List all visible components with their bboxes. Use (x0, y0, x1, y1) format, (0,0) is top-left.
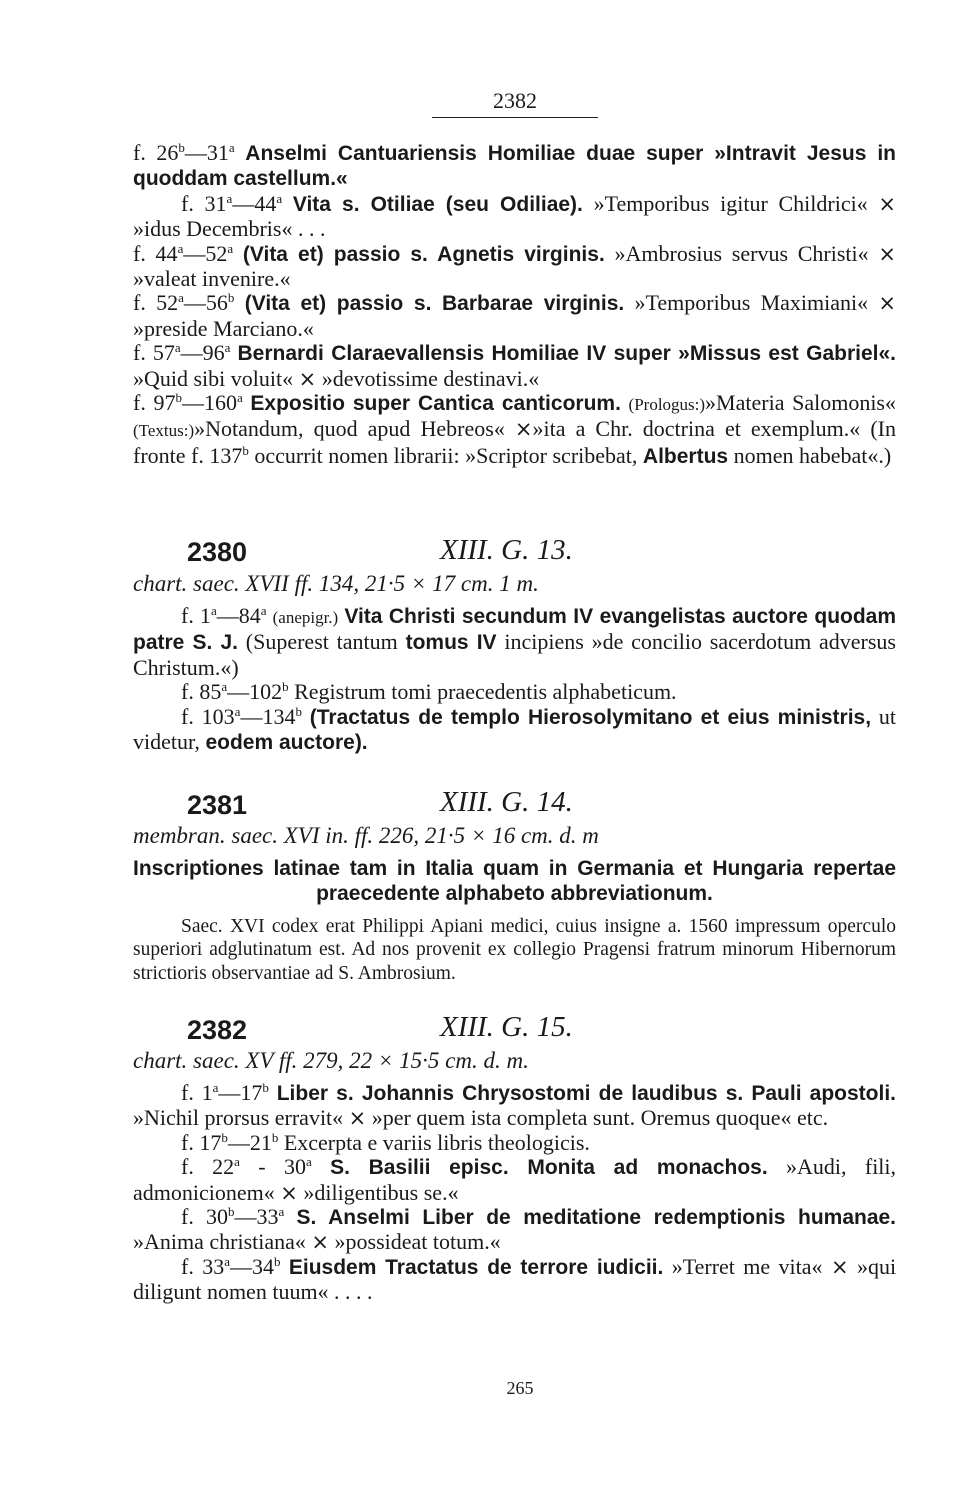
content-item: f. 97$^b$—160$^a$ Expositio super Cantica canticorum. (Prologus:)»Materia Salomonis« (Textus:)»Notandum, quod apud Hebreos« ×»ita a Chr. doctrina et exemplum.« (In fronte f. 137$^b$ occurrit nomen librarii: »Scriptor scribebat, Albertus nomen habebat«.) (133, 390, 896, 468)
content-item: f. 33$^a$—34$^b$ Eiusdem Tractatus de terrore iudicii. »Terret me vita« × »qui diligunt nomen tuum« . . . . (133, 1253, 897, 1305)
manuscript-contents (133, 856, 896, 985)
incipit: »Audi, fili, admonicionem« (133, 1154, 897, 1205)
cross-sign: × (298, 366, 317, 391)
item-title: Liber s. Johannis Chrysostomi de laudibus s. Pauli apostoli. (276, 1082, 897, 1105)
item-title: Eiusdem Tractatus de terrore iudicii. (288, 1255, 664, 1279)
explicit: »valeat invenire.« (133, 266, 291, 292)
textus-label: (Textus:) (133, 421, 195, 441)
incipit: »Anima christiana« (133, 1229, 306, 1255)
shelfmark: XIII. G. 14. (440, 786, 573, 818)
item-title: (Vita et) passio s. Agnetis virginis. (242, 242, 605, 266)
content-item: f. 17$^b$—21$^b$ Excerpta e variis libris theologicis. (181, 1129, 590, 1155)
item-title: S. Basilii episc. Monita ad monachos. (330, 1156, 768, 1180)
content-item: f. 85$^a$—102$^b$ Registrum tomi praecedentis alphabeticum. (181, 679, 677, 705)
physical-description: chart. saec. XV ff. 279, 22 × 15·5 cm. d. m. (133, 1048, 529, 1073)
incipit: »Ambrosius servus Christi« (614, 240, 869, 266)
manuscript-number: 2380 (187, 537, 248, 567)
incipit: »Quid sibi voluit« (133, 365, 294, 391)
continued-contents (133, 141, 896, 469)
content-item: f. 1$^a$—17$^b$ Liber s. Johannis Chrysostomi de laudibus s. Pauli apostoli. »Nichil prorsus erravit« × »per quem ista completa sunt. Oremus quoque« etc. (133, 1080, 897, 1131)
content-item: f. 44$^a$—52$^a$ (Vita et) passio s. Agnetis virginis. »Ambrosius servus Christi« × »valeat invenire.« (133, 240, 896, 292)
page-number: 265 (506, 1378, 534, 1398)
incipit: »Temporibus igitur Childrici« (593, 190, 868, 216)
explicit: »devotissime destinavi.« (321, 365, 540, 391)
incipit: »Terret me vita« (671, 1253, 823, 1279)
cross-sign: × (311, 1230, 330, 1255)
item-title: S. Anselmi Liber de meditatione redemptionis humanae. (296, 1206, 897, 1230)
explicit: »idus Decembris« . . . (133, 216, 326, 242)
prologus-incipit: »Materia Salomonis« (705, 390, 896, 416)
explicit: »ita a Chr. doctrina et exemplum.« (532, 416, 861, 442)
content-item: f. 26$^b$—31$^a$ Anselmi Cantuariensis Homiliae duae super »Intravit Jesus in quoddam castellum.« (133, 140, 896, 191)
manuscript-contents (133, 1081, 896, 1305)
physical-description: membran. saec. XVI in. ff. 226, 21·5 × 16 cm. d. m (133, 823, 599, 848)
cross-sign: × (348, 1106, 367, 1131)
shelfmark: XIII. G. 15. (440, 1011, 573, 1043)
content-item: f. 52$^a$—56$^b$ (Vita et) passio s. Barbarae virginis. »Temporibus Maximiani« × »preside Marciano.« (133, 290, 897, 341)
item-title: Vita Christi secundum IV evangelistas auctore quodam patre S. J. (133, 605, 897, 655)
explicit: »possideat totum.« (334, 1229, 501, 1255)
content-item: f. 103$^a$—134$^b$ (Tractatus de templo Hierosolymitano et eius ministris, ut videtur, eodem auctore). (133, 703, 896, 755)
cross-sign: × (280, 1180, 298, 1205)
item-title: Anselmi Cantuariensis Homiliae duae super »Intravit Jesus in quoddam castellum.« (133, 142, 896, 191)
prologus-label: (Prologus:) (628, 395, 706, 415)
textus-incipit: »Notandum, quod apud Hebreos« (194, 416, 505, 442)
cross-sign: × (514, 417, 533, 442)
content-item (133, 856, 896, 907)
scribe-name: Albertus (642, 444, 729, 468)
item-title: (Vita et) passio s. Barbarae virginis. (244, 292, 625, 316)
explicit: »preside Marciano.« (133, 315, 314, 341)
content-item: f. 31$^a$—44$^a$ Vita s. Otiliae (seu Odiliae). »Temporibus igitur Childrici« × »idus Decembris« . . . (133, 190, 897, 242)
provenance-note: Saec. XVI codex erat Philippi Apiani medici, cuius insigne a. 1560 impressum operculo superiori adglutinatum est. Ad nos provenit ex collegio Pragensi fratrum minorum Hibernorum strictioris observantiae ad S. Ambrosium. (133, 915, 896, 984)
item-title: Bernardi Claraevallensis Homiliae IV super »Missus est Gabriel«. (237, 342, 897, 366)
item-title: Inscriptiones latinae tam in Italia quam in Germania et Hungaria repertae praecedente alphabeto abbreviationum. (133, 857, 896, 906)
content-item: f. 1$^a$—84$^a$ (anepigr.) Vita Christi secundum IV evangelistas auctore quodam patre S. J. (Superest tantum tomus IV incipiens »de concilio sacerdotum adversus Christum.«) (133, 603, 897, 680)
running-head: 2382 (432, 88, 598, 118)
manuscript-contents (133, 604, 896, 755)
cross-sign: × (830, 1254, 849, 1279)
explicit: »qui diligunt nomen tuum« . . . . (133, 1253, 897, 1305)
content-item: f. 30$^b$—33$^a$ S. Anselmi Liber de meditatione redemptionis humanae. »Anima christiana« × »possideat totum.« (133, 1204, 897, 1255)
cross-sign: × (878, 291, 897, 316)
content-item: f. 22$^a$ - 30$^a$ S. Basilii episc. Monita ad monachos. »Audi, fili, admonicionem« × »diligentibus se.« (133, 1154, 897, 1205)
cross-sign: × (878, 241, 896, 266)
physical-description: chart. saec. XVII ff. 134, 21·5 × 17 cm. 1 m. (133, 571, 539, 596)
manuscript-number: 2381 (187, 790, 248, 820)
note: (In fronte f. 137$^b$ occurrit nomen librarii: »Scriptor scribebat, Albertus nomen habebat«.) (133, 416, 896, 468)
cross-sign: × (878, 191, 897, 216)
incipit: »Temporibus Maximiani« (634, 290, 869, 316)
content-item: f. 57$^a$—96$^a$ Bernardi Claraevallensis Homiliae IV super »Missus est Gabriel«. »Quid sibi voluit« × »devotissime destinavi.« (133, 340, 897, 391)
explicit: »diligentibus se.« (303, 1179, 459, 1205)
item-title: Expositio super Cantica canticorum. (250, 392, 621, 416)
shelfmark: XIII. G. 13. (440, 534, 573, 566)
item-title: Vita s. Otiliae (seu Odiliae). (292, 192, 583, 216)
incipit: »Nichil prorsus erravit« (133, 1105, 344, 1131)
manuscript-number: 2382 (187, 1015, 248, 1045)
explicit: »per quem ista completa sunt. Oremus quoque« etc. (371, 1105, 829, 1131)
